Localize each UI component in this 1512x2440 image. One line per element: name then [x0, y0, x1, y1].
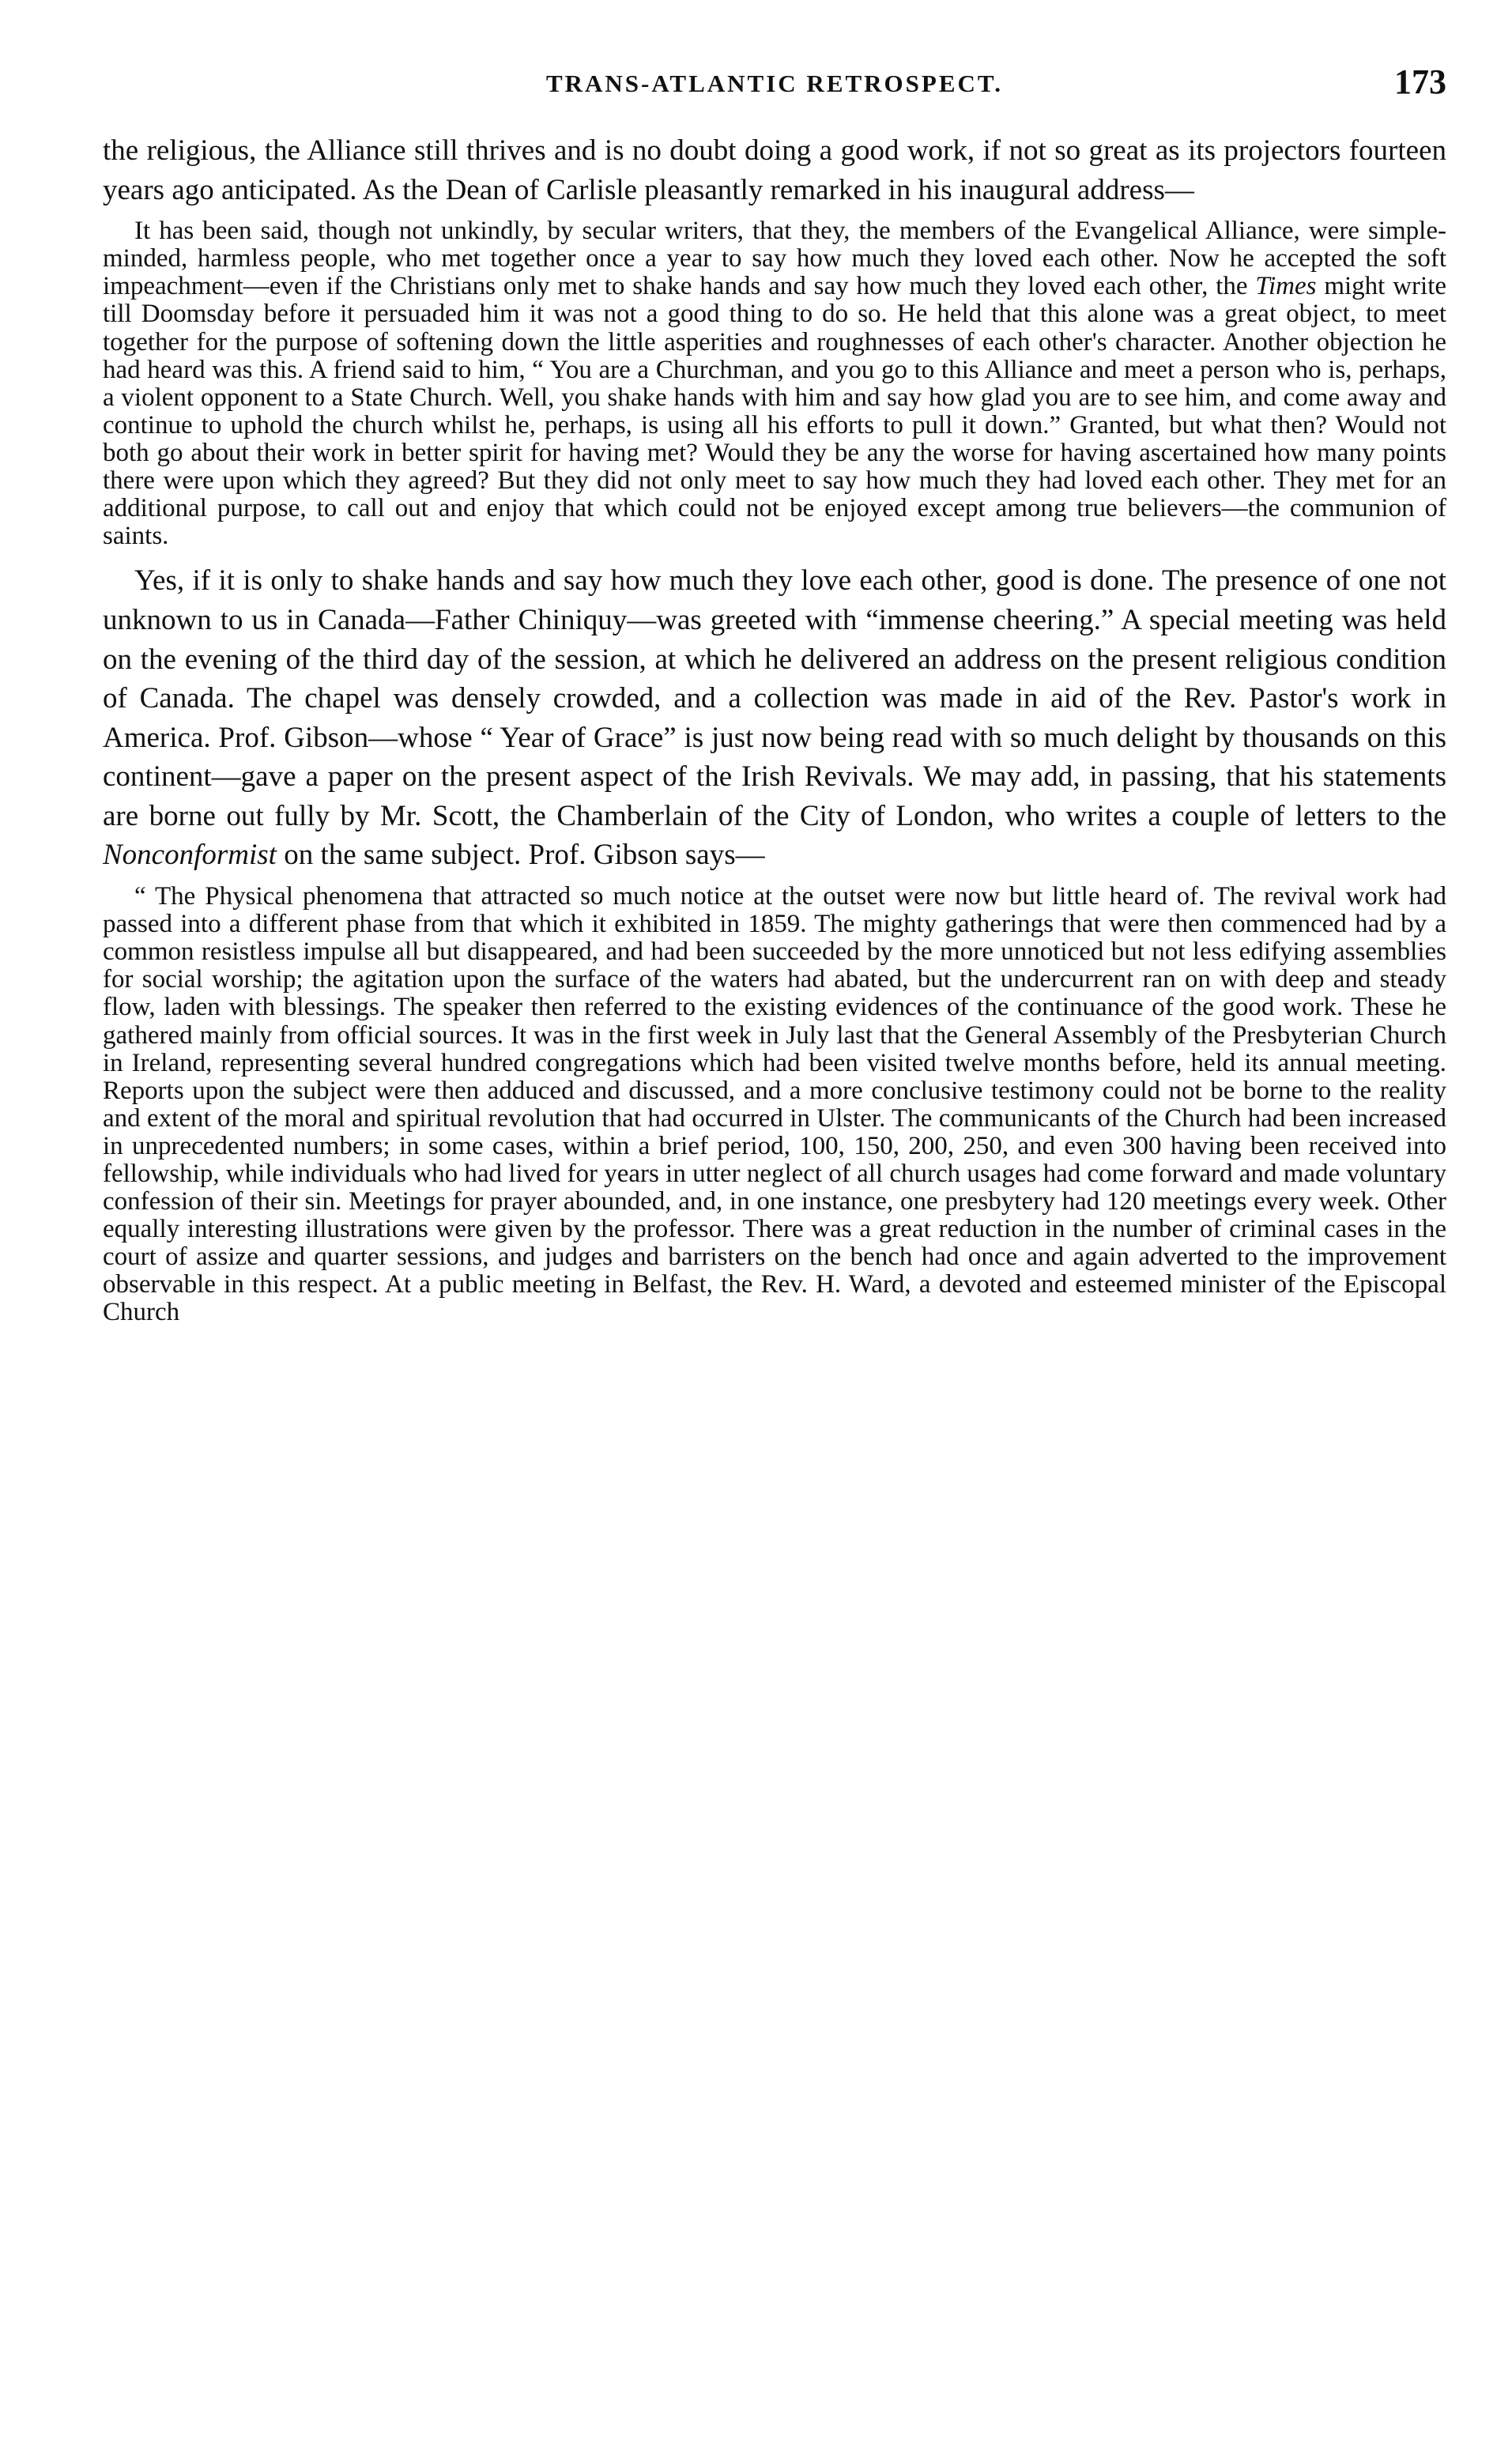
paragraph-text: Yes, if it is only to shake hands and say how much they love each other, good is done. The presence of one not unknown to us in Canada—Father Chiniquy—was greeted with “immense cheering.” A special meeting was held on the evening of the third day of the session, at which he delivered an address on the present religious condition of Canada. The chapel was densely crowded, and a collection was made in aid of the Rev. Pastor's work in America. Prof. Gibson—whose “ Year of Grace” is just now being read with so much delight by thousands on this continent—gave a paper on the present aspect of the Irish Revivals. We may add, in passing, that his statements are borne out fully by Mr. Scott, the Chamberlain of the City of London, who writes a couple of letters to the: [103, 564, 1446, 832]
quoted-extract-prof-gibson: “ The Physical phenomena that attracted so much notice at the outset were now but little heard of. The revival work had passed into a different phase from that which it exhibited in 1859. The mighty gatherings that were then commenced had by a common resistless impulse all but disappeared, and had been succeeded by the more unnoticed but not less edifying assemblies for social worship; the agitation upon the surface of the waters had abated, but the undercurrent ran on with deep and steady flow, laden with blessings. The speaker then referred to the existing evidences of the continuance of the good work. These he gathered mainly from official sources. It was in the first week in July last that the General Assembly of the Presbyterian Church in Ireland, representing several hundred congregations which had been visited twelve months before, held its annual meeting. Reports upon the subject were then adduced and discussed, and a more conclusive testimony could not be borne to the reality and extent of the moral and spiritual revolution that had occurred in Ulster. The communicants of the Church had been increased in unprecedented numbers; in some cases, within a brief period, 100, 150, 200, 250, and even 300 having been received into fellowship, while individuals who had lived for years in utter neglect of all church usages had come forward and made voluntary confession of their sin. Meetings for prayer abounded, and, in one instance, one presbytery had 120 meetings every week. Other equally interesting illustrations were given by the professor. There was a great reduction in the number of criminal cases in the court of assize and quarter sessions, and judges and barristers on the bench had once and again adverted to the improvement observable in this respect. At a public meeting in Belfast, the Rev. H. Ward, a devoted and esteemed minister of the Episcopal Church: [103, 882, 1446, 1327]
quote-text: might write till Doomsday before it persuaded him it was not a good thing to do so. He held that this alone was a great object, to meet together for the purpose of softening down the little asperities and roughnesses of each other's character. Another objection he had heard was this. A friend said to him, “ You are a Churchman, and you go to this Alliance and meet a person who is, perhaps, a violent opponent to a State Church. Well, you shake hands with him and say how glad you are to see him, and come away and continue to uphold the church whilst he, perhaps, is using all his efforts to pull it down.” Granted, but what then? Would not both go about their work in better spirit for having met? Would they be any the worse for having ascertained how many points there were upon which they agreed? But they did not only meet to say how much they had loved each other. They met for an additional purpose, to call out and enjoy that which could not be enjoyed except among true believers—the communion of saints.: [103, 272, 1446, 551]
paragraph-chiniquy-gibson: [103, 561, 1446, 875]
paragraph-text: on the same subject. Prof. Gibson says—: [276, 839, 765, 872]
italic-title-nonconformist: Nonconformist: [103, 839, 277, 872]
running-head: [103, 62, 1446, 117]
quote-text: It has been said, though not unkindly, by secular writers, that they, the members of the Evangelical Alliance, were simple-minded, harmless people, who met together once a year to say how much they loved each other. Now he accepted the soft impeachment—even if the Christians only met to shake hands and say how much they loved each other, the: [103, 217, 1446, 301]
quoted-extract-dean-of-carlisle: [103, 217, 1446, 550]
page-number: 173: [1394, 62, 1446, 101]
italic-title-times: Times: [1255, 272, 1317, 301]
paragraph-opening: the religious, the Alliance still thrives and is no doubt doing a good work, if not so great as its projectors fourteen years ago anticipated. As the Dean of Carlisle pleasantly remarked in his inaugural address—: [103, 134, 1446, 206]
book-page: [103, 62, 1446, 2401]
running-title: TRANS-ATLANTIC RETROSPECT.: [545, 70, 1004, 97]
